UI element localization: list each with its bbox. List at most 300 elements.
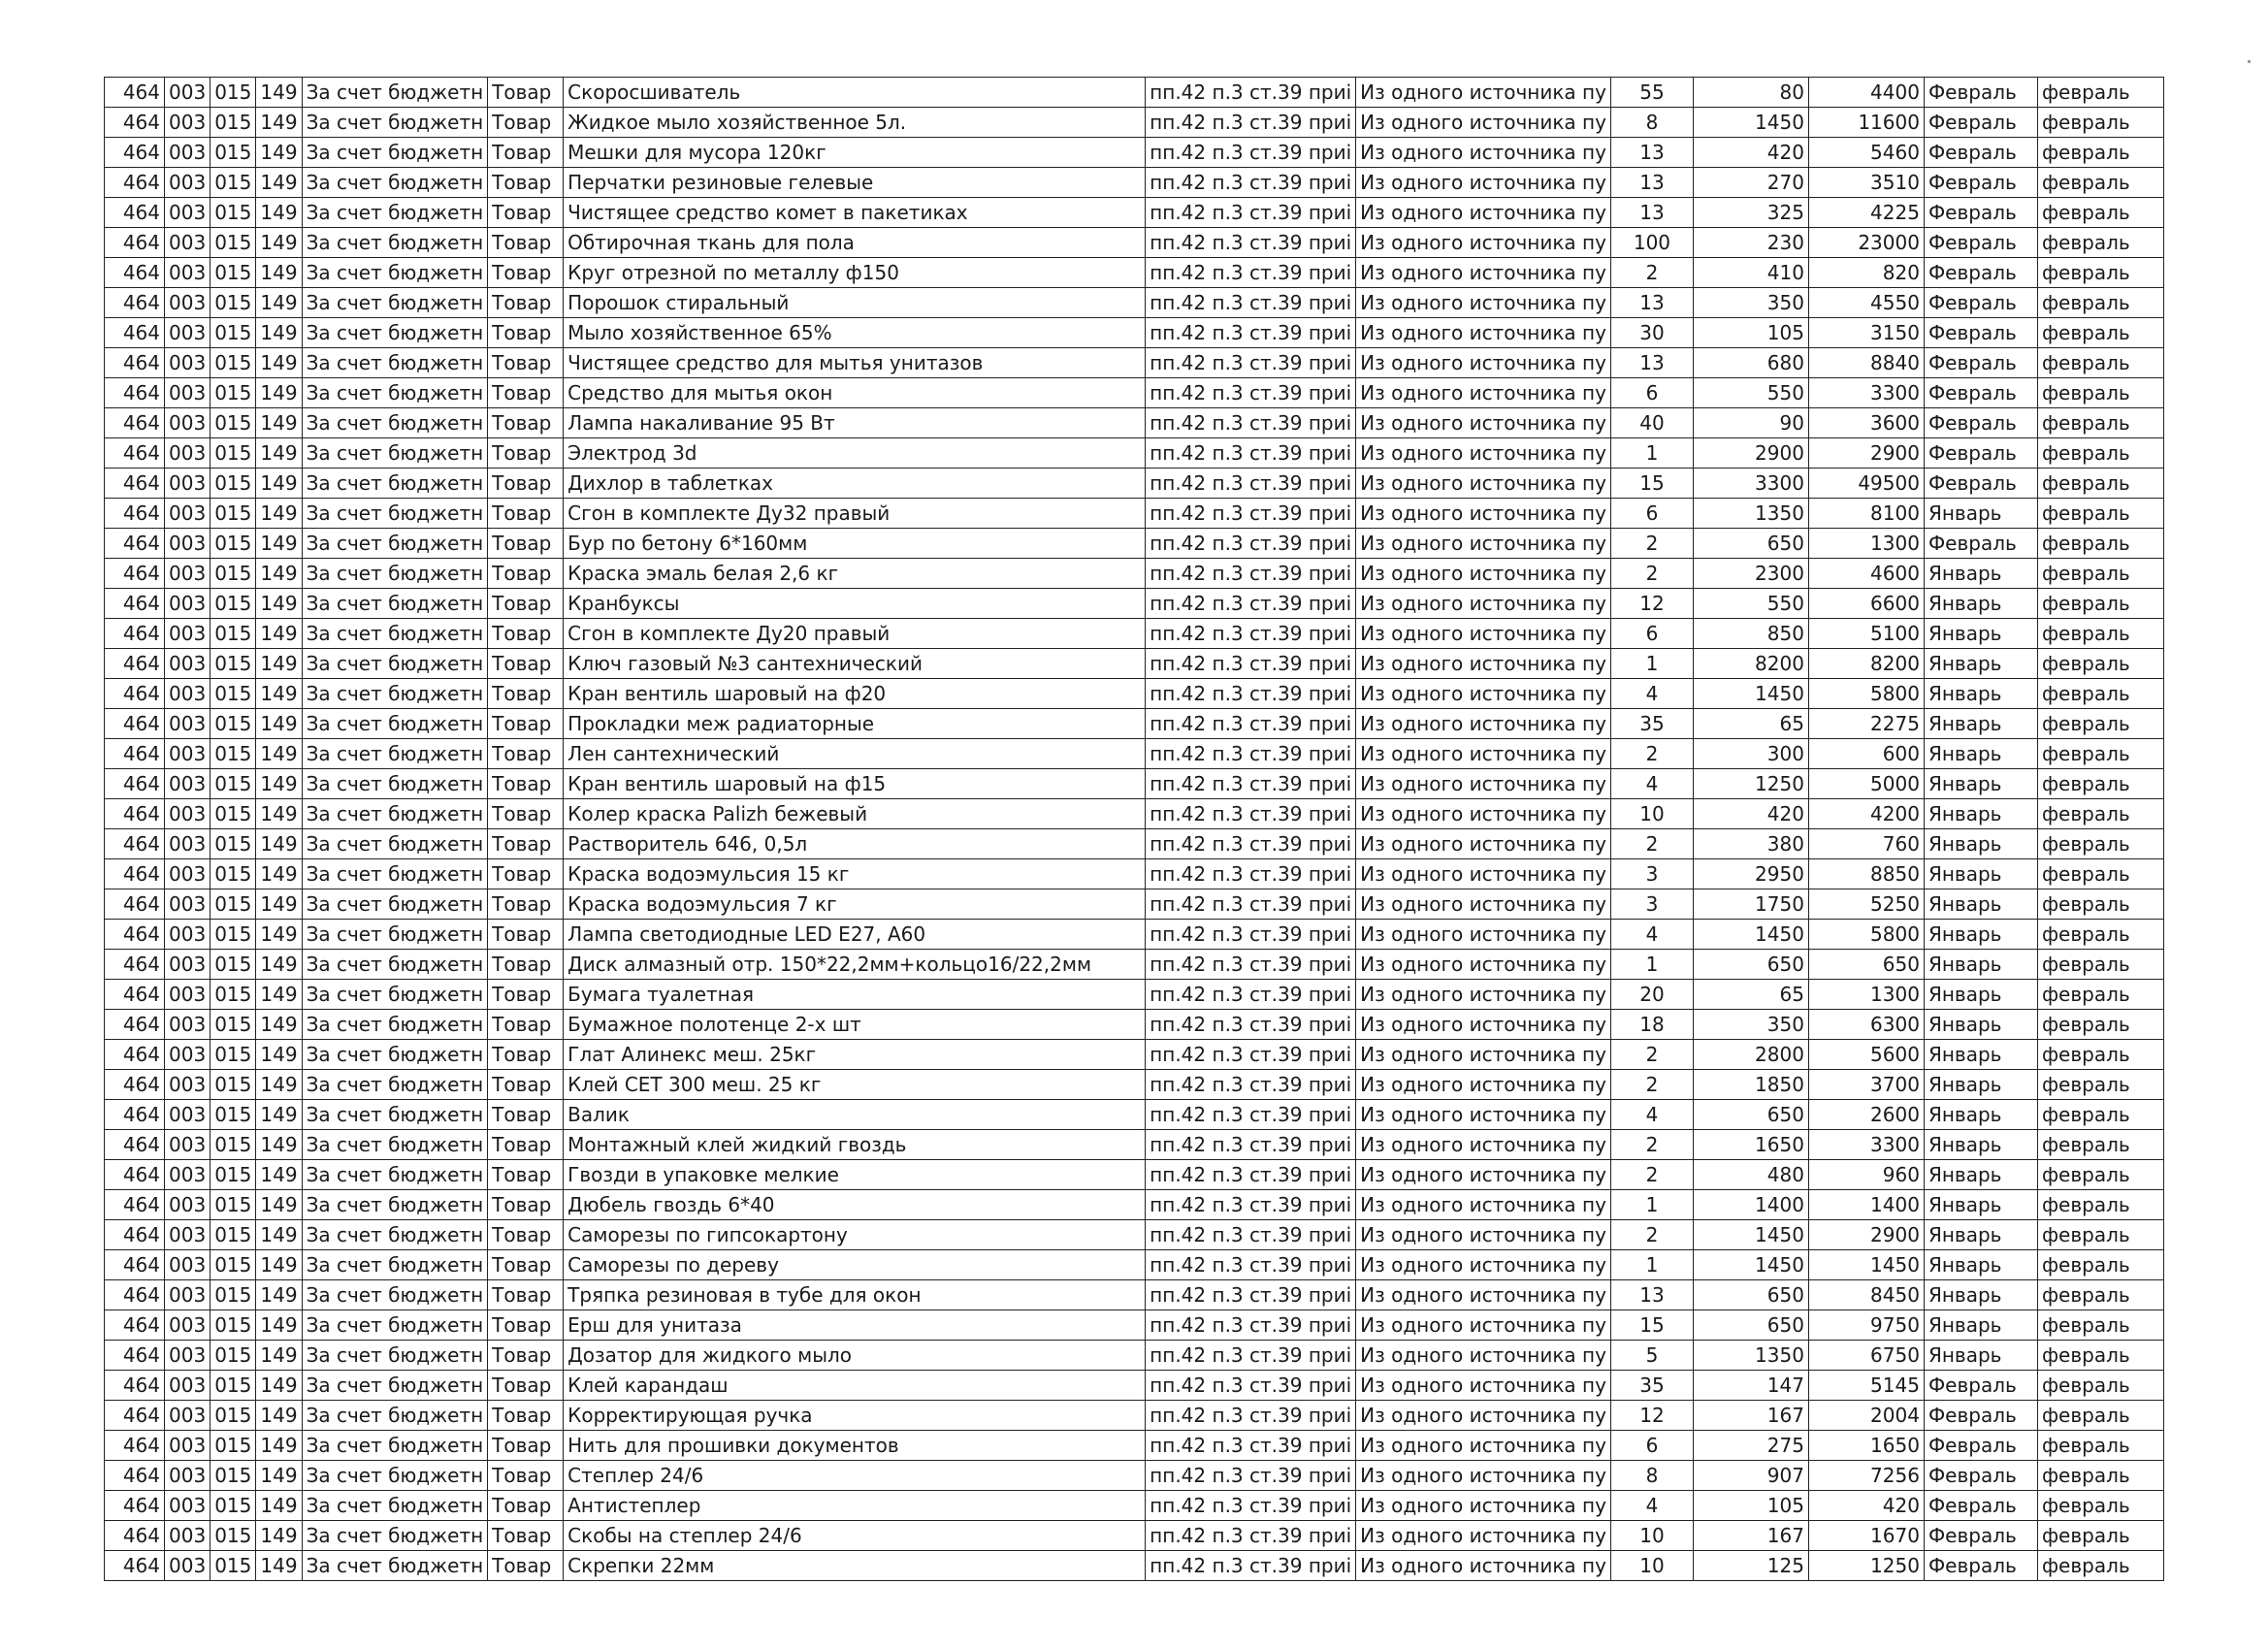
code-d-cell: 149 [256,1371,302,1401]
total-amount-cell: 5460 [1808,138,1924,168]
code-c-cell: 015 [211,739,256,769]
procurement-method-cell: Из одного источника пу [1356,980,1611,1010]
funding-source-cell: За счет бюджетн [302,228,488,258]
code-a-cell: 464 [105,1371,165,1401]
code-a-cell: 464 [105,889,165,920]
total-amount-cell: 3150 [1808,318,1924,348]
month-cell: Январь [1924,1280,2037,1310]
procurement-method-cell: Из одного источника пу [1356,920,1611,950]
code-c-cell: 015 [211,1040,256,1070]
table-row [105,829,2164,859]
funding-source-cell: За счет бюджетн [302,1521,488,1551]
item-name-cell: Корректирующая ручка [564,1401,1146,1431]
quantity-cell: 4 [1610,920,1693,950]
item-type-cell: Товар [488,1160,564,1190]
quantity-cell: 13 [1610,348,1693,378]
code-c-cell: 015 [211,258,256,288]
plan-month-cell: февраль [2037,1310,2163,1341]
item-type-cell: Товар [488,739,564,769]
item-name-cell: Клей СЕТ 300 меш. 25 кг [564,1070,1146,1100]
quantity-cell: 4 [1610,1100,1693,1130]
item-type-cell: Товар [488,1040,564,1070]
code-d-cell: 149 [256,138,302,168]
item-type-cell: Товар [488,408,564,438]
item-type-cell: Товар [488,138,564,168]
code-c-cell: 015 [211,920,256,950]
code-d-cell: 149 [256,1431,302,1461]
funding-source-cell: За счет бюджетн [302,1341,488,1371]
funding-source-cell: За счет бюджетн [302,108,488,138]
legal-basis-cell: пп.42 п.3 ст.39 приі [1146,1100,1356,1130]
item-type-cell: Товар [488,1190,564,1220]
legal-basis-cell: пп.42 п.3 ст.39 приі [1146,348,1356,378]
code-a-cell: 464 [105,649,165,679]
code-c-cell: 015 [211,649,256,679]
code-d-cell: 149 [256,739,302,769]
item-type-cell: Товар [488,950,564,980]
code-a-cell: 464 [105,1190,165,1220]
unit-price-cell: 2900 [1693,438,1808,469]
plan-month-cell: февраль [2037,258,2163,288]
item-name-cell: Саморезы по гипсокартону [564,1220,1146,1250]
code-d-cell: 149 [256,1070,302,1100]
item-name-cell: Растворитель 646, 0,5л [564,829,1146,859]
table-row [105,438,2164,469]
item-name-cell: Саморезы по дереву [564,1250,1146,1280]
month-cell: Январь [1924,709,2037,739]
procurement-method-cell: Из одного источника пу [1356,1220,1611,1250]
table-row [105,649,2164,679]
item-name-cell: Краска водоэмульсия 15 кг [564,859,1146,889]
plan-month-cell: февраль [2037,1371,2163,1401]
funding-source-cell: За счет бюджетн [302,649,488,679]
total-amount-cell: 420 [1808,1491,1924,1521]
table-row [105,228,2164,258]
procurement-method-cell: Из одного источника пу [1356,408,1611,438]
procurement-method-cell: Из одного источника пу [1356,1160,1611,1190]
procurement-table [104,77,2164,1581]
code-d-cell: 149 [256,1220,302,1250]
plan-month-cell: февраль [2037,1521,2163,1551]
procurement-method-cell: Из одного источника пу [1356,198,1611,228]
table-row [105,1491,2164,1521]
total-amount-cell: 8200 [1808,649,1924,679]
unit-price-cell: 420 [1693,138,1808,168]
code-c-cell: 015 [211,559,256,589]
table-row [105,138,2164,168]
legal-basis-cell: пп.42 п.3 ст.39 приі [1146,950,1356,980]
funding-source-cell: За счет бюджетн [302,1130,488,1160]
code-a-cell: 464 [105,589,165,619]
item-type-cell: Товар [488,829,564,859]
code-b-cell: 003 [165,108,211,138]
item-type-cell: Товар [488,438,564,469]
table-row [105,980,2164,1010]
quantity-cell: 13 [1610,1280,1693,1310]
code-b-cell: 003 [165,78,211,108]
code-b-cell: 003 [165,378,211,408]
month-cell: Январь [1924,799,2037,829]
table-row [105,108,2164,138]
month-cell: Февраль [1924,78,2037,108]
month-cell: Февраль [1924,1461,2037,1491]
code-a-cell: 464 [105,799,165,829]
table-row [105,950,2164,980]
total-amount-cell: 7256 [1808,1461,1924,1491]
total-amount-cell: 2275 [1808,709,1924,739]
quantity-cell: 6 [1610,499,1693,529]
code-b-cell: 003 [165,138,211,168]
table-row [105,1310,2164,1341]
item-type-cell: Товар [488,288,564,318]
code-d-cell: 149 [256,829,302,859]
unit-price-cell: 680 [1693,348,1808,378]
item-type-cell: Товар [488,378,564,408]
total-amount-cell: 6300 [1808,1010,1924,1040]
month-cell: Январь [1924,1100,2037,1130]
legal-basis-cell: пп.42 п.3 ст.39 приі [1146,138,1356,168]
funding-source-cell: За счет бюджетн [302,829,488,859]
item-name-cell: Глат Алинекс меш. 25кг [564,1040,1146,1070]
unit-price-cell: 125 [1693,1551,1808,1581]
total-amount-cell: 1650 [1808,1431,1924,1461]
item-type-cell: Товар [488,1551,564,1581]
code-d-cell: 149 [256,859,302,889]
procurement-method-cell: Из одного источника пу [1356,348,1611,378]
quantity-cell: 18 [1610,1010,1693,1040]
code-c-cell: 015 [211,168,256,198]
legal-basis-cell: пп.42 п.3 ст.39 приі [1146,769,1356,799]
code-d-cell: 149 [256,1040,302,1070]
total-amount-cell: 4225 [1808,198,1924,228]
item-name-cell: Дюбель гвоздь 6*40 [564,1190,1146,1220]
code-d-cell: 149 [256,1341,302,1371]
table-row [105,589,2164,619]
table-row [105,619,2164,649]
quantity-cell: 10 [1610,1551,1693,1581]
legal-basis-cell: пп.42 п.3 ст.39 приі [1146,1220,1356,1250]
table-row [105,1341,2164,1371]
code-b-cell: 003 [165,1190,211,1220]
month-cell: Январь [1924,739,2037,769]
total-amount-cell: 23000 [1808,228,1924,258]
code-a-cell: 464 [105,258,165,288]
code-b-cell: 003 [165,1310,211,1341]
code-c-cell: 015 [211,378,256,408]
table-row [105,1100,2164,1130]
quantity-cell: 8 [1610,1461,1693,1491]
item-name-cell: Скоросшиватель [564,78,1146,108]
code-a-cell: 464 [105,709,165,739]
funding-source-cell: За счет бюджетн [302,1491,488,1521]
table-row [105,1280,2164,1310]
legal-basis-cell: пп.42 п.3 ст.39 приі [1146,649,1356,679]
item-name-cell: Краска водоэмульсия 7 кг [564,889,1146,920]
plan-month-cell: февраль [2037,739,2163,769]
code-c-cell: 015 [211,799,256,829]
code-a-cell: 464 [105,559,165,589]
code-d-cell: 149 [256,288,302,318]
code-d-cell: 149 [256,1491,302,1521]
procurement-method-cell: Из одного источника пу [1356,108,1611,138]
funding-source-cell: За счет бюджетн [302,529,488,559]
item-name-cell: Лампа светодиодные LED E27, A60 [564,920,1146,950]
funding-source-cell: За счет бюджетн [302,679,488,709]
legal-basis-cell: пп.42 п.3 ст.39 приі [1146,318,1356,348]
plan-month-cell: февраль [2037,1341,2163,1371]
funding-source-cell: За счет бюджетн [302,78,488,108]
quantity-cell: 4 [1610,679,1693,709]
total-amount-cell: 6600 [1808,589,1924,619]
plan-month-cell: февраль [2037,138,2163,168]
procurement-method-cell: Из одного источника пу [1356,799,1611,829]
code-d-cell: 149 [256,799,302,829]
unit-price-cell: 8200 [1693,649,1808,679]
month-cell: Январь [1924,920,2037,950]
code-c-cell: 015 [211,1190,256,1220]
legal-basis-cell: пп.42 п.3 ст.39 приі [1146,288,1356,318]
total-amount-cell: 8450 [1808,1280,1924,1310]
item-name-cell: Дозатор для жидкого мыло [564,1341,1146,1371]
quantity-cell: 13 [1610,138,1693,168]
total-amount-cell: 600 [1808,739,1924,769]
code-c-cell: 015 [211,1310,256,1341]
procurement-method-cell: Из одного источника пу [1356,499,1611,529]
unit-price-cell: 1450 [1693,1220,1808,1250]
legal-basis-cell: пп.42 п.3 ст.39 приі [1146,1431,1356,1461]
code-b-cell: 003 [165,619,211,649]
code-c-cell: 015 [211,679,256,709]
item-type-cell: Товар [488,709,564,739]
plan-month-cell: февраль [2037,619,2163,649]
code-a-cell: 464 [105,1551,165,1581]
code-c-cell: 015 [211,1551,256,1581]
item-type-cell: Товар [488,318,564,348]
item-type-cell: Товар [488,889,564,920]
month-cell: Январь [1924,559,2037,589]
item-name-cell: Лен сантехнический [564,739,1146,769]
code-a-cell: 464 [105,438,165,469]
code-b-cell: 003 [165,829,211,859]
item-name-cell: Жидкое мыло хозяйственное 5л. [564,108,1146,138]
item-type-cell: Товар [488,559,564,589]
item-name-cell: Колер краска Palizh бежевый [564,799,1146,829]
code-b-cell: 003 [165,709,211,739]
table-row [105,348,2164,378]
code-c-cell: 015 [211,1070,256,1100]
code-a-cell: 464 [105,288,165,318]
funding-source-cell: За счет бюджетн [302,1040,488,1070]
funding-source-cell: За счет бюджетн [302,1100,488,1130]
funding-source-cell: За счет бюджетн [302,739,488,769]
item-name-cell: Дихлор в таблетках [564,469,1146,499]
total-amount-cell: 3510 [1808,168,1924,198]
plan-month-cell: февраль [2037,679,2163,709]
code-a-cell: 464 [105,318,165,348]
code-c-cell: 015 [211,288,256,318]
code-a-cell: 464 [105,1341,165,1371]
funding-source-cell: За счет бюджетн [302,1220,488,1250]
plan-month-cell: февраль [2037,1130,2163,1160]
code-b-cell: 003 [165,1280,211,1310]
legal-basis-cell: пп.42 п.3 ст.39 приі [1146,108,1356,138]
plan-month-cell: февраль [2037,1250,2163,1280]
code-d-cell: 149 [256,649,302,679]
month-cell: Январь [1924,859,2037,889]
procurement-method-cell: Из одного источника пу [1356,529,1611,559]
item-name-cell: Краска эмаль белая 2,6 кг [564,559,1146,589]
legal-basis-cell: пп.42 п.3 ст.39 приі [1146,739,1356,769]
month-cell: Февраль [1924,1551,2037,1581]
quantity-cell: 2 [1610,1220,1693,1250]
code-c-cell: 015 [211,950,256,980]
month-cell: Февраль [1924,1491,2037,1521]
plan-month-cell: февраль [2037,1220,2163,1250]
legal-basis-cell: пп.42 п.3 ст.39 приі [1146,559,1356,589]
total-amount-cell: 8840 [1808,348,1924,378]
total-amount-cell: 5145 [1808,1371,1924,1401]
item-type-cell: Товар [488,1401,564,1431]
unit-price-cell: 80 [1693,78,1808,108]
procurement-method-cell: Из одного источника пу [1356,78,1611,108]
legal-basis-cell: пп.42 п.3 ст.39 приі [1146,1130,1356,1160]
funding-source-cell: За счет бюджетн [302,288,488,318]
total-amount-cell: 1400 [1808,1190,1924,1220]
total-amount-cell: 5250 [1808,889,1924,920]
month-cell: Январь [1924,950,2037,980]
funding-source-cell: За счет бюджетн [302,258,488,288]
quantity-cell: 20 [1610,980,1693,1010]
item-name-cell: Антистеплер [564,1491,1146,1521]
funding-source-cell: За счет бюджетн [302,348,488,378]
code-b-cell: 003 [165,1100,211,1130]
month-cell: Февраль [1924,258,2037,288]
total-amount-cell: 2004 [1808,1401,1924,1431]
procurement-method-cell: Из одного источника пу [1356,859,1611,889]
code-c-cell: 015 [211,589,256,619]
table-row [105,258,2164,288]
code-b-cell: 003 [165,1521,211,1551]
table-row [105,469,2164,499]
plan-month-cell: февраль [2037,920,2163,950]
unit-price-cell: 230 [1693,228,1808,258]
code-c-cell: 015 [211,228,256,258]
quantity-cell: 6 [1610,619,1693,649]
code-d-cell: 149 [256,1160,302,1190]
unit-price-cell: 1450 [1693,679,1808,709]
code-b-cell: 003 [165,1250,211,1280]
code-c-cell: 015 [211,889,256,920]
quantity-cell: 2 [1610,1070,1693,1100]
legal-basis-cell: пп.42 п.3 ст.39 приі [1146,1401,1356,1431]
total-amount-cell: 5000 [1808,769,1924,799]
code-c-cell: 015 [211,1401,256,1431]
code-c-cell: 015 [211,529,256,559]
plan-month-cell: февраль [2037,408,2163,438]
item-type-cell: Товар [488,589,564,619]
table-row [105,1551,2164,1581]
plan-month-cell: февраль [2037,1010,2163,1040]
legal-basis-cell: пп.42 п.3 ст.39 приі [1146,829,1356,859]
quantity-cell: 13 [1610,288,1693,318]
procurement-method-cell: Из одного источника пу [1356,228,1611,258]
procurement-method-cell: Из одного источника пу [1356,318,1611,348]
total-amount-cell: 2900 [1808,438,1924,469]
month-cell: Февраль [1924,469,2037,499]
legal-basis-cell: пп.42 п.3 ст.39 приі [1146,228,1356,258]
funding-source-cell: За счет бюджетн [302,1431,488,1461]
table-row [105,1190,2164,1220]
code-a-cell: 464 [105,1130,165,1160]
item-type-cell: Товар [488,1521,564,1551]
table-row [105,1250,2164,1280]
quantity-cell: 12 [1610,1401,1693,1431]
code-b-cell: 003 [165,1401,211,1431]
unit-price-cell: 90 [1693,408,1808,438]
quantity-cell: 6 [1610,1431,1693,1461]
total-amount-cell: 8850 [1808,859,1924,889]
unit-price-cell: 1350 [1693,1341,1808,1371]
month-cell: Январь [1924,1190,2037,1220]
code-b-cell: 003 [165,769,211,799]
code-a-cell: 464 [105,78,165,108]
item-name-cell: Нить для прошивки документов [564,1431,1146,1461]
table-row [105,1070,2164,1100]
legal-basis-cell: пп.42 п.3 ст.39 приі [1146,78,1356,108]
code-c-cell: 015 [211,1280,256,1310]
code-b-cell: 003 [165,288,211,318]
code-b-cell: 003 [165,1431,211,1461]
legal-basis-cell: пп.42 п.3 ст.39 приі [1146,1160,1356,1190]
legal-basis-cell: пп.42 п.3 ст.39 приі [1146,529,1356,559]
scan-speck [2248,60,2251,63]
legal-basis-cell: пп.42 п.3 ст.39 приі [1146,889,1356,920]
code-a-cell: 464 [105,619,165,649]
item-type-cell: Товар [488,1431,564,1461]
code-d-cell: 149 [256,408,302,438]
item-name-cell: Валик [564,1100,1146,1130]
plan-month-cell: февраль [2037,859,2163,889]
table-row [105,288,2164,318]
procurement-method-cell: Из одного источника пу [1356,1130,1611,1160]
unit-price-cell: 410 [1693,258,1808,288]
table-row [105,1521,2164,1551]
item-name-cell: Бур по бетону 6*160мм [564,529,1146,559]
code-a-cell: 464 [105,408,165,438]
total-amount-cell: 650 [1808,950,1924,980]
procurement-method-cell: Из одного источника пу [1356,469,1611,499]
code-d-cell: 149 [256,1551,302,1581]
legal-basis-cell: пп.42 п.3 ст.39 приі [1146,1040,1356,1070]
item-name-cell: Кранбуксы [564,589,1146,619]
plan-month-cell: февраль [2037,1040,2163,1070]
funding-source-cell: За счет бюджетн [302,1401,488,1431]
quantity-cell: 1 [1610,438,1693,469]
month-cell: Январь [1924,1250,2037,1280]
code-b-cell: 003 [165,739,211,769]
quantity-cell: 8 [1610,108,1693,138]
item-name-cell: Диск алмазный отр. 150*22,2мм+кольцо16/22,2мм [564,950,1146,980]
plan-month-cell: февраль [2037,228,2163,258]
quantity-cell: 12 [1610,589,1693,619]
quantity-cell: 2 [1610,559,1693,589]
procurement-method-cell: Из одного источника пу [1356,1491,1611,1521]
funding-source-cell: За счет бюджетн [302,980,488,1010]
unit-price-cell: 65 [1693,709,1808,739]
unit-price-cell: 650 [1693,1280,1808,1310]
unit-price-cell: 2800 [1693,1040,1808,1070]
code-d-cell: 149 [256,619,302,649]
